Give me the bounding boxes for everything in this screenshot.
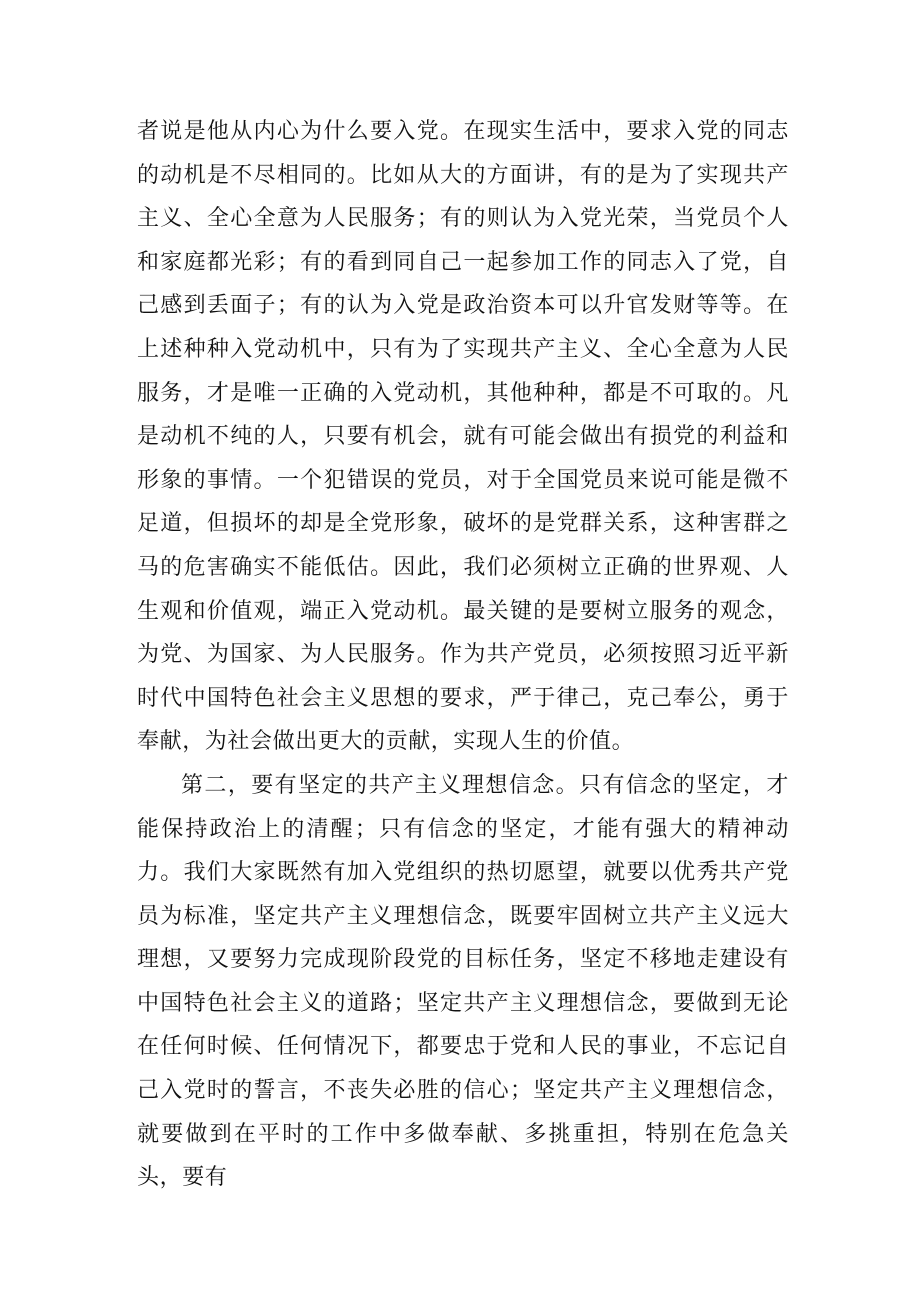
- paragraph-second-point: 第二，要有坚定的共产主义理想信念。只有信念的坚定，才能保持政治上的清醒；只有信念的坚定，才能有强大的精神动力。我们大家既然有加入党组织的热切愿望，就要以优秀共产党员为标准，坚定共产主义理想信念，既要牢固树立共产主义远大理想，又要努力完成现阶段党的目标任务，坚定不移地走建设有中国特色社会主义的道路；坚定共产主义理想信念，要做到无论在任何时候、任何情况下，都要忠于党和人民的事业，不忘记自己入党时的誓言，不丧失必胜的信心；坚定共产主义理想信念，就要做到在平时的工作中多做奉献、多挑重担，特别在危急关头，要有: [137, 772, 789, 1191]
- body-text: [137, 110, 789, 1200]
- paragraph-continuation: 者说是他从内心为什么要入党。在现实生活中，要求入党的同志的动机是不尽相同的。比如从大的方面讲，有的是为了实现共产主义、全心全意为人民服务；有的则认为入党光荣，当党员个人和家庭都光彩；有的看到同自己一起参加工作的同志入了党，自己感到丢面子；有的认为入党是政治资本可以升官发财等等。在上述种种入党动机中，只有为了实现共产主义、全心全意为人民服务，才是唯一正确的入党动机，其他种种，都是不可取的。凡是动机不纯的人，只要有机会，就有可能会做出有损党的利益和形象的事情。一个犯错误的党员，对于全国党员来说可能是微不足道，但损坏的却是全党形象，破坏的是党群关系，这种害群之马的危害确实不能低估。因此，我们必须树立正确的世界观、人生观和价值观，端正入党动机。最关键的是要树立服务的观念，为党、为国家、为人民服务。作为共产党员，必须按照习近平新时代中国特色社会主义思想的要求，严于律己，克己奉公，勇于奉献，为社会做出更大的贡献，实现人生的价值。: [137, 119, 789, 755]
